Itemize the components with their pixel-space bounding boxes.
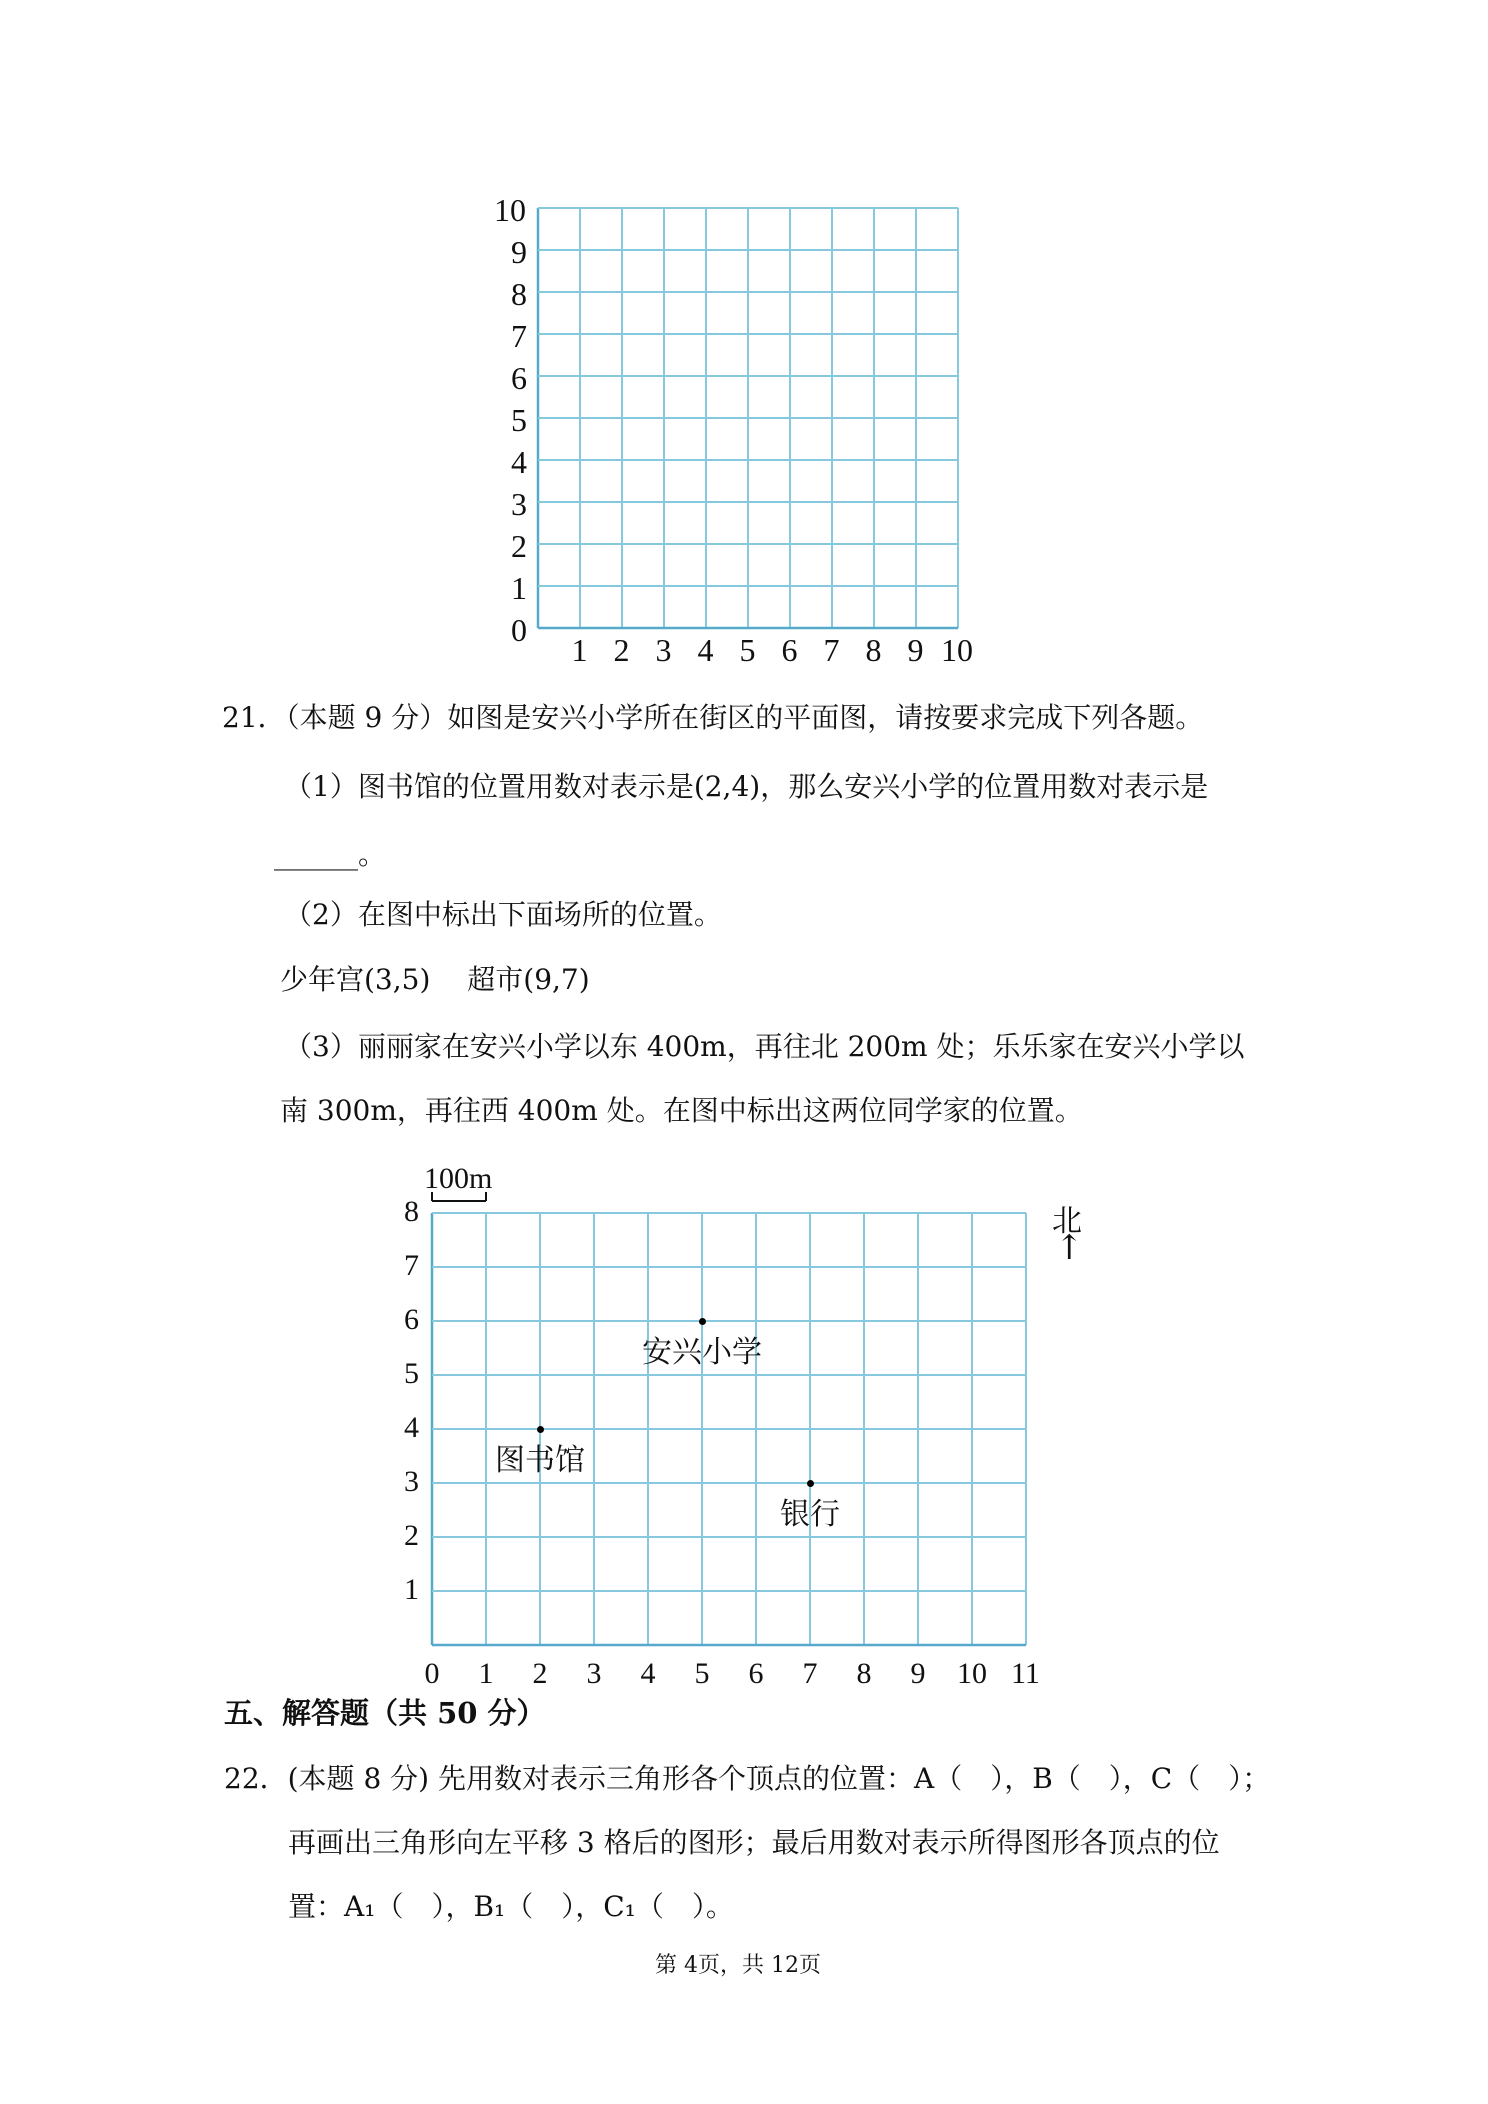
map-x-tick-label: 8 (856, 1657, 872, 1690)
grid-1-x-tick-label: 9 (907, 632, 924, 668)
map-y-tick-label: 7 (404, 1249, 419, 1282)
grid-1-y-tick-label: 7 (511, 318, 527, 354)
map-x-tick-label: 11 (1011, 1657, 1040, 1690)
grid-1-y-tick-label: 2 (511, 528, 527, 564)
grid-1-x-tick-label: 5 (739, 632, 756, 668)
grid-1-y-tick-label: 6 (511, 360, 527, 396)
grid-1-y-tick-label: 5 (511, 402, 527, 438)
page-footer: 第 4页，共 12页 (655, 1953, 821, 1978)
place-label: 银行 (780, 1497, 840, 1532)
map-y-tick-label: 6 (404, 1303, 419, 1336)
map-x-tick-label: 9 (910, 1657, 926, 1690)
grid-1-y-tick-label: 1 (511, 570, 527, 606)
grid-1-y-tick-label: 8 (511, 276, 527, 312)
place-dot (807, 1480, 814, 1487)
place-dot (537, 1426, 544, 1433)
q21-title: 21．（本题 9 分）如图是安兴小学所在街区的平面图，请按要求完成下列各题。 (222, 701, 1204, 734)
q21-part3-line1: （3）丽丽家在安兴小学以东 400m，再往北 200m 处；乐乐家在安兴小学以 (284, 1030, 1245, 1063)
place-label: 安兴小学 (642, 1335, 762, 1370)
scale-label: 100m (424, 1162, 493, 1195)
map-y-tick-label: 1 (404, 1573, 419, 1606)
grid-1-x-tick-label: 7 (823, 632, 840, 668)
grid-1-x-tick-label: 4 (697, 632, 714, 668)
grid-1-x-tick-label: 6 (781, 632, 798, 668)
q22-line3: 置：A₁（ ），B₁（ ），C₁（ ）。 (288, 1890, 734, 1923)
grid-1-y-tick-label: 10 (494, 192, 526, 228)
map-x-tick-label: 4 (640, 1657, 656, 1690)
q21-part3-line2: 南 300m，再往西 400m 处。在图中标出这两位同学家的位置。 (280, 1094, 1083, 1127)
map-y-tick-label: 4 (404, 1411, 419, 1444)
q22-line1: 22．(本题 8 分) 先用数对表示三角形各个顶点的位置：A（ ），B（ ），C（ ）； (224, 1762, 1271, 1795)
place-label: 图书馆 (495, 1443, 585, 1478)
map-y-tick-label: 3 (404, 1465, 419, 1498)
grid-1-y-tick-label: 4 (511, 444, 527, 480)
map-x-tick-label: 7 (802, 1657, 818, 1690)
map-y-tick-label: 2 (404, 1519, 419, 1552)
map-y-tick-label: 8 (404, 1195, 419, 1228)
map-y-tick-label: 5 (404, 1357, 419, 1390)
place-dot (699, 1318, 706, 1325)
q21-part1-line1: （1）图书馆的位置用数对表示是(2,4)，那么安兴小学的位置用数对表示是 (284, 770, 1209, 803)
map-x-tick-label: 1 (478, 1657, 494, 1690)
map-x-tick-label: 0 (424, 1657, 440, 1690)
map-x-tick-label: 2 (532, 1657, 548, 1690)
q21-part1-answer-blank[interactable]: ______。 (274, 838, 387, 871)
grid-1-y-tick-label: 0 (511, 612, 527, 648)
map-x-tick-label: 5 (694, 1657, 710, 1690)
section-5-heading: 五、解答题（共 50 分） (224, 1696, 546, 1730)
grid-1-x-tick-label: 3 (655, 632, 672, 668)
map-x-tick-label: 3 (586, 1657, 602, 1690)
north-arrow-icon: ↑ (1055, 1228, 1084, 1268)
q22-line2: 再画出三角形向左平移 3 格后的图形；最后用数对表示所得图形各顶点的位 (288, 1826, 1220, 1859)
grid-1-x-tick-label: 10 (941, 632, 973, 668)
q21-part2: （2）在图中标出下面场所的位置。 (284, 898, 722, 931)
grid-1-y-tick-label: 3 (511, 486, 527, 522)
grid-1-x-tick-label: 2 (613, 632, 630, 668)
grid-1-y-tick-label: 9 (511, 234, 527, 270)
map-x-tick-label: 6 (748, 1657, 764, 1690)
north-label: 北 (1052, 1204, 1082, 1239)
grid-1-x-tick-label: 1 (571, 632, 588, 668)
q21-part2-places: 少年宫(3,5) 超市(9,7) (280, 963, 590, 996)
grid-1-x-tick-label: 8 (865, 632, 882, 668)
map-x-tick-label: 10 (957, 1657, 987, 1690)
